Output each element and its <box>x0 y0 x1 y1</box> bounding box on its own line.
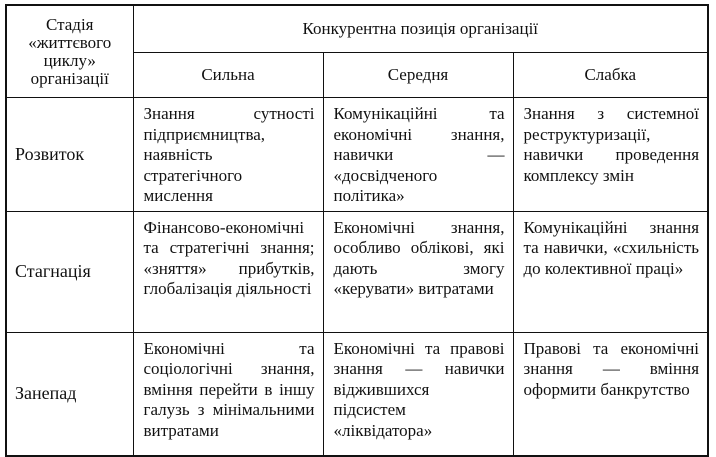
table-cell <box>513 211 708 332</box>
cell-text: Економічні та соціологічні знання, вміння перейти в іншу галузь з мінімальними витратами <box>143 338 315 440</box>
table-row-stagnation <box>6 211 708 332</box>
stage-label-development: Розвиток <box>6 98 133 212</box>
stage-column-header: Стадія «життєвого циклу» організації <box>6 5 133 98</box>
cell-text: Економічні та правові знання — навички віджившихся підсистем «ліквідатора» <box>333 338 505 440</box>
cell-text: Фінансово-економічні та стратегічні знання; «зняття» прибутків, глобалізація діяльності <box>143 217 315 298</box>
column-header-medium: Середня <box>323 53 513 98</box>
table-row-development <box>6 98 708 212</box>
competitive-position-header: Конкурентна позиція організації <box>133 5 708 53</box>
header-row-top <box>6 5 708 53</box>
cell-text: Комунікаційні знання та навички, «схильність до колективної праці» <box>523 217 700 278</box>
table-cell <box>133 332 323 456</box>
cell-text: Економічні знання, особливо облікові, які дають змогу «керувати» витратами <box>333 217 505 298</box>
table-cell <box>323 332 513 456</box>
competency-matrix-table <box>5 4 709 457</box>
table-cell <box>133 211 323 332</box>
table-cell <box>323 211 513 332</box>
stage-label-decline: Занепад <box>6 332 133 456</box>
table-cell <box>323 98 513 212</box>
cell-text: Комунікаційні та економічні знання, навички — «досвідченого політика» <box>333 104 505 205</box>
column-header-strong: Сильна <box>133 53 323 98</box>
table-cell <box>513 98 708 212</box>
column-header-weak: Слабка <box>513 53 708 98</box>
cell-text: Знання сутності підприємництва, наявність стратегічного мислення <box>143 104 315 205</box>
table-row-decline <box>6 332 708 456</box>
cell-text: Правові та економічні знання — вміння оформити банкрутство <box>523 338 700 399</box>
stage-label-stagnation: Стагнація <box>6 211 133 332</box>
cell-text: Знання з системної реструктуризації, навички проведення комплексу змін <box>523 104 700 185</box>
table-cell <box>133 98 323 212</box>
table-cell <box>513 332 708 456</box>
